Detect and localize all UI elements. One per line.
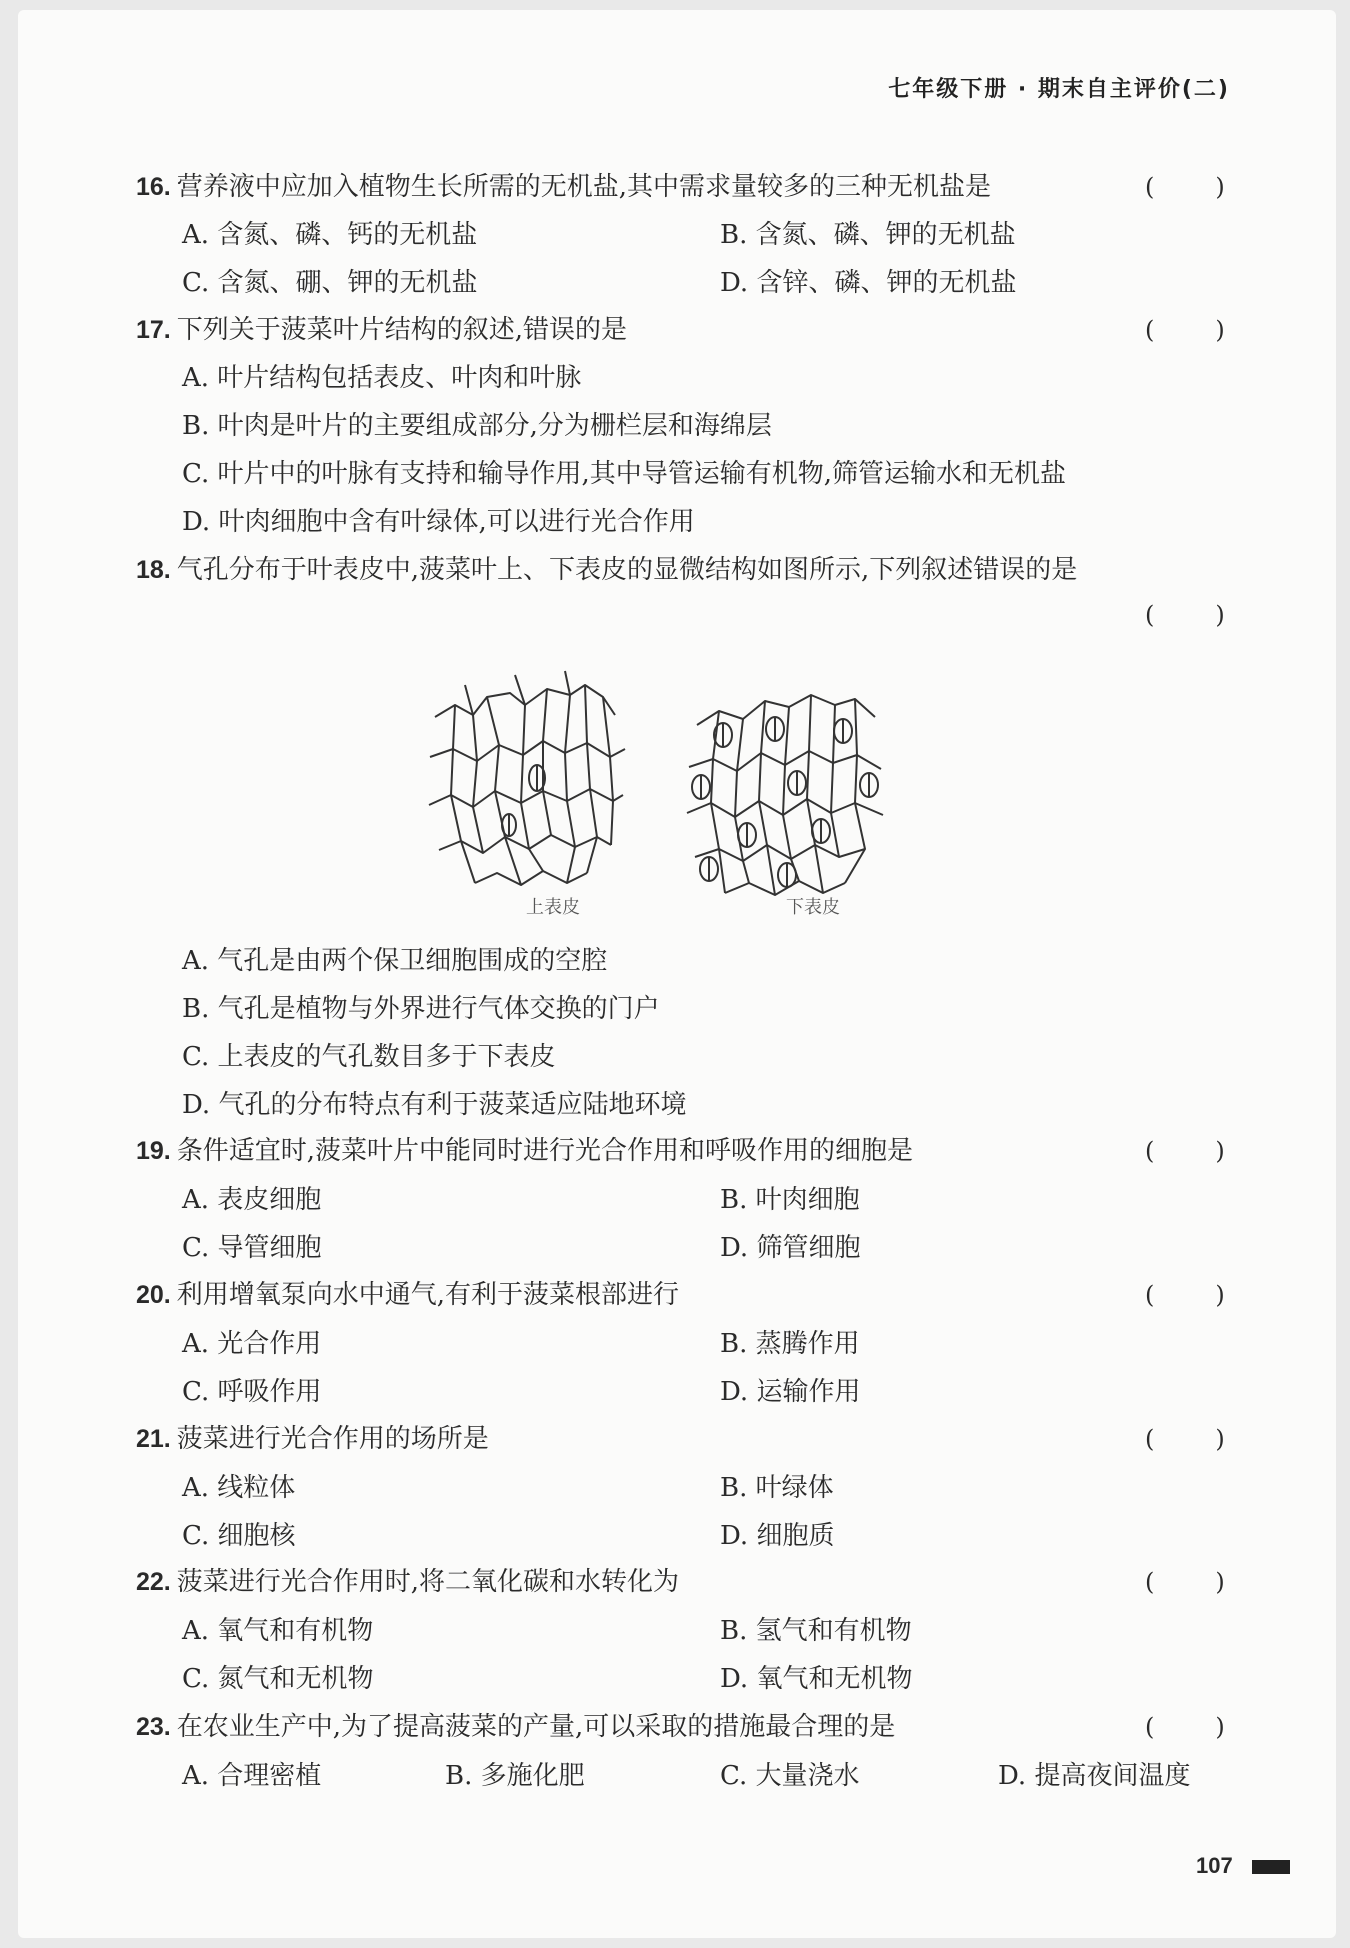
option-20-b[interactable]: B. 蒸腾作用 <box>720 1329 860 1359</box>
answer-blank-19[interactable]: ( ) <box>1145 1137 1225 1165</box>
answer-blank-22[interactable]: ( ) <box>1145 1568 1225 1596</box>
epidermis-figure <box>425 645 945 925</box>
option-19-a[interactable]: A. 表皮细胞 <box>182 1185 322 1215</box>
page-header: 七年级下册 · 期末自主评价(二) <box>888 77 1230 102</box>
question-text: 气孔分布于叶表皮中,菠菜叶上、下表皮的显微结构如图所示,下列叙述错误的是 <box>176 555 1078 585</box>
option-20-a[interactable]: A. 光合作用 <box>182 1329 322 1359</box>
option-23-c[interactable]: C. 大量浇水 <box>720 1761 860 1791</box>
question-number: 22. <box>136 1568 171 1596</box>
option-16-a[interactable]: A. 含氮、磷、钙的无机盐 <box>182 220 478 250</box>
question-20 <box>136 1278 679 1312</box>
question-text: 菠菜进行光合作用时,将二氧化碳和水转化为 <box>176 1567 680 1597</box>
option-19-c[interactable]: C. 导管细胞 <box>182 1233 322 1263</box>
option-22-d[interactable]: D. 氧气和无机物 <box>720 1664 913 1694</box>
question-text: 下列关于菠菜叶片结构的叙述,错误的是 <box>176 315 628 345</box>
question-23 <box>136 1710 895 1744</box>
question-text: 条件适宜时,菠菜叶片中能同时进行光合作用和呼吸作用的细胞是 <box>176 1136 914 1166</box>
question-18 <box>136 553 1077 587</box>
option-21-a[interactable]: A. 线粒体 <box>182 1473 296 1503</box>
question-number: 18. <box>136 556 171 584</box>
option-21-c[interactable]: C. 细胞核 <box>182 1521 296 1551</box>
question-text: 菠菜进行光合作用的场所是 <box>176 1424 489 1454</box>
question-17 <box>136 313 627 347</box>
question-21 <box>136 1422 489 1456</box>
answer-blank-18[interactable]: ( ) <box>1145 601 1225 629</box>
question-19 <box>136 1134 913 1168</box>
answer-blank-23[interactable]: ( ) <box>1145 1713 1225 1741</box>
question-number: 21. <box>136 1425 171 1453</box>
question-16 <box>136 170 991 204</box>
question-22 <box>136 1565 679 1599</box>
option-20-c[interactable]: C. 呼吸作用 <box>182 1377 322 1407</box>
option-16-c[interactable]: C. 含氮、硼、钾的无机盐 <box>182 268 478 298</box>
option-16-b[interactable]: B. 含氮、磷、钾的无机盐 <box>720 220 1016 250</box>
caption-upper-epidermis: 上表皮 <box>526 897 580 918</box>
option-18-a[interactable]: A. 气孔是由两个保卫细胞围成的空腔 <box>182 946 608 976</box>
page-number: 107 <box>1196 1853 1233 1878</box>
answer-blank-17[interactable]: ( ) <box>1145 316 1225 344</box>
option-18-c[interactable]: C. 上表皮的气孔数目多于下表皮 <box>182 1042 556 1072</box>
option-21-b[interactable]: B. 叶绿体 <box>720 1473 834 1503</box>
option-17-d[interactable]: D. 叶肉细胞中含有叶绿体,可以进行光合作用 <box>182 507 695 537</box>
option-21-d[interactable]: D. 细胞质 <box>720 1521 835 1551</box>
option-17-b[interactable]: B. 叶肉是叶片的主要组成部分,分为栅栏层和海绵层 <box>182 411 772 441</box>
option-17-c[interactable]: C. 叶片中的叶脉有支持和输导作用,其中导管运输有机物,筛管运输水和无机盐 <box>182 459 1067 489</box>
option-18-d[interactable]: D. 气孔的分布特点有利于菠菜适应陆地环境 <box>182 1090 687 1120</box>
option-23-a[interactable]: A. 合理密植 <box>182 1761 322 1791</box>
question-text: 营养液中应加入植物生长所需的无机盐,其中需求量较多的三种无机盐是 <box>176 172 992 202</box>
question-number: 19. <box>136 1137 171 1165</box>
option-22-a[interactable]: A. 氧气和有机物 <box>182 1616 374 1646</box>
question-number: 17. <box>136 316 171 344</box>
option-18-b[interactable]: B. 气孔是植物与外界进行气体交换的门户 <box>182 994 660 1024</box>
option-19-b[interactable]: B. 叶肉细胞 <box>720 1185 860 1215</box>
question-text: 在农业生产中,为了提高菠菜的产量,可以采取的措施最合理的是 <box>176 1712 896 1742</box>
question-number: 23. <box>136 1713 171 1741</box>
option-20-d[interactable]: D. 运输作用 <box>720 1377 861 1407</box>
answer-blank-16[interactable]: ( ) <box>1145 173 1225 201</box>
question-number: 16. <box>136 173 171 201</box>
question-text: 利用增氧泵向水中通气,有利于菠菜根部进行 <box>176 1280 680 1310</box>
option-22-c[interactable]: C. 氮气和无机物 <box>182 1664 374 1694</box>
question-number: 20. <box>136 1281 171 1309</box>
caption-lower-epidermis: 下表皮 <box>786 897 840 918</box>
option-16-d[interactable]: D. 含锌、磷、钾的无机盐 <box>720 268 1017 298</box>
answer-blank-20[interactable]: ( ) <box>1145 1281 1225 1309</box>
upper-epidermis-drawing <box>429 671 625 885</box>
option-23-b[interactable]: B. 多施化肥 <box>445 1761 585 1791</box>
option-23-d[interactable]: D. 提高夜间温度 <box>998 1761 1191 1791</box>
option-17-a[interactable]: A. 叶片结构包括表皮、叶肉和叶脉 <box>182 363 582 393</box>
lower-epidermis-drawing <box>687 695 883 895</box>
answer-blank-21[interactable]: ( ) <box>1145 1425 1225 1453</box>
option-19-d[interactable]: D. 筛管细胞 <box>720 1233 861 1263</box>
option-22-b[interactable]: B. 氢气和有机物 <box>720 1616 912 1646</box>
page-number-bar <box>1252 1860 1290 1874</box>
